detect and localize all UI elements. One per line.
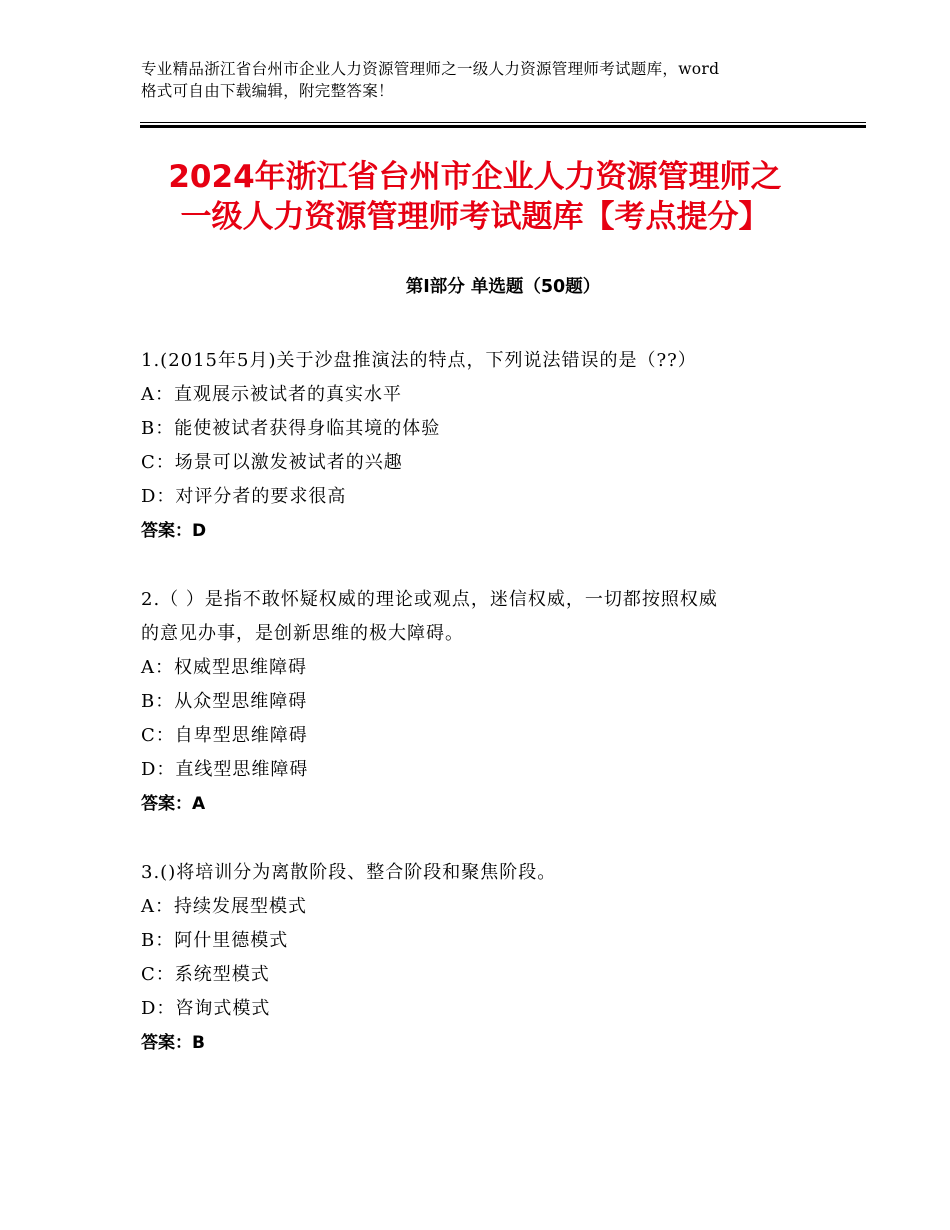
option-d: D：对评分者的要求很高 [141, 486, 347, 507]
question-stem-line-2: 的意见办事，是创新思维的极大障碍。 [141, 623, 464, 644]
answer-label: 答案：A [141, 794, 206, 814]
option-d: D：直线型思维障碍 [141, 759, 309, 780]
question-stem-line-1: 2.（ ）是指不敢怀疑权威的理论或观点，迷信权威，一切都按照权威 [141, 589, 718, 610]
option-a: A：持续发展型模式 [141, 896, 307, 917]
option-b: B：能使被试者获得身临其境的体验 [141, 418, 441, 439]
option-d: D：咨询式模式 [141, 998, 271, 1019]
page-title-line-1: 2024年浙江省台州市企业人力资源管理师之 [168, 159, 782, 195]
option-b: B：阿什里德模式 [141, 930, 289, 951]
option-b: B：从众型思维障碍 [141, 691, 308, 712]
option-a: A：权威型思维障碍 [141, 657, 307, 678]
question-stem: 3.()将培训分为离散阶段、整合阶段和聚焦阶段。 [141, 862, 557, 883]
question-3 [141, 856, 811, 1060]
answer-label: 答案：B [141, 1033, 205, 1053]
section-heading: 第Ⅰ部分 单选题（50题） [405, 277, 601, 297]
page-title [130, 157, 820, 237]
header-note-line-1: 专业精品浙江省台州市企业人力资源管理师之一级人力资源管理师考试题库，word [141, 60, 720, 78]
header-divider-thin [140, 122, 866, 123]
header-divider-thick [140, 125, 866, 128]
option-a: A：直观展示被试者的真实水平 [141, 384, 402, 405]
question-1 [141, 344, 811, 548]
option-c: C：系统型模式 [141, 964, 270, 985]
question-stem: 1.(2015年5月)关于沙盘推演法的特点，下列说法错误的是（??） [141, 350, 697, 371]
header-note [141, 58, 831, 102]
header-note-line-2: 格式可自由下载编辑，附完整答案！ [141, 82, 394, 100]
option-c: C：场景可以激发被试者的兴趣 [141, 452, 403, 473]
page-title-line-2: 一级人力资源管理师考试题库【考点提分】 [180, 199, 770, 235]
question-2 [141, 583, 811, 821]
answer-label: 答案：D [141, 521, 207, 541]
question-list [141, 344, 811, 1095]
option-c: C：自卑型思维障碍 [141, 725, 308, 746]
